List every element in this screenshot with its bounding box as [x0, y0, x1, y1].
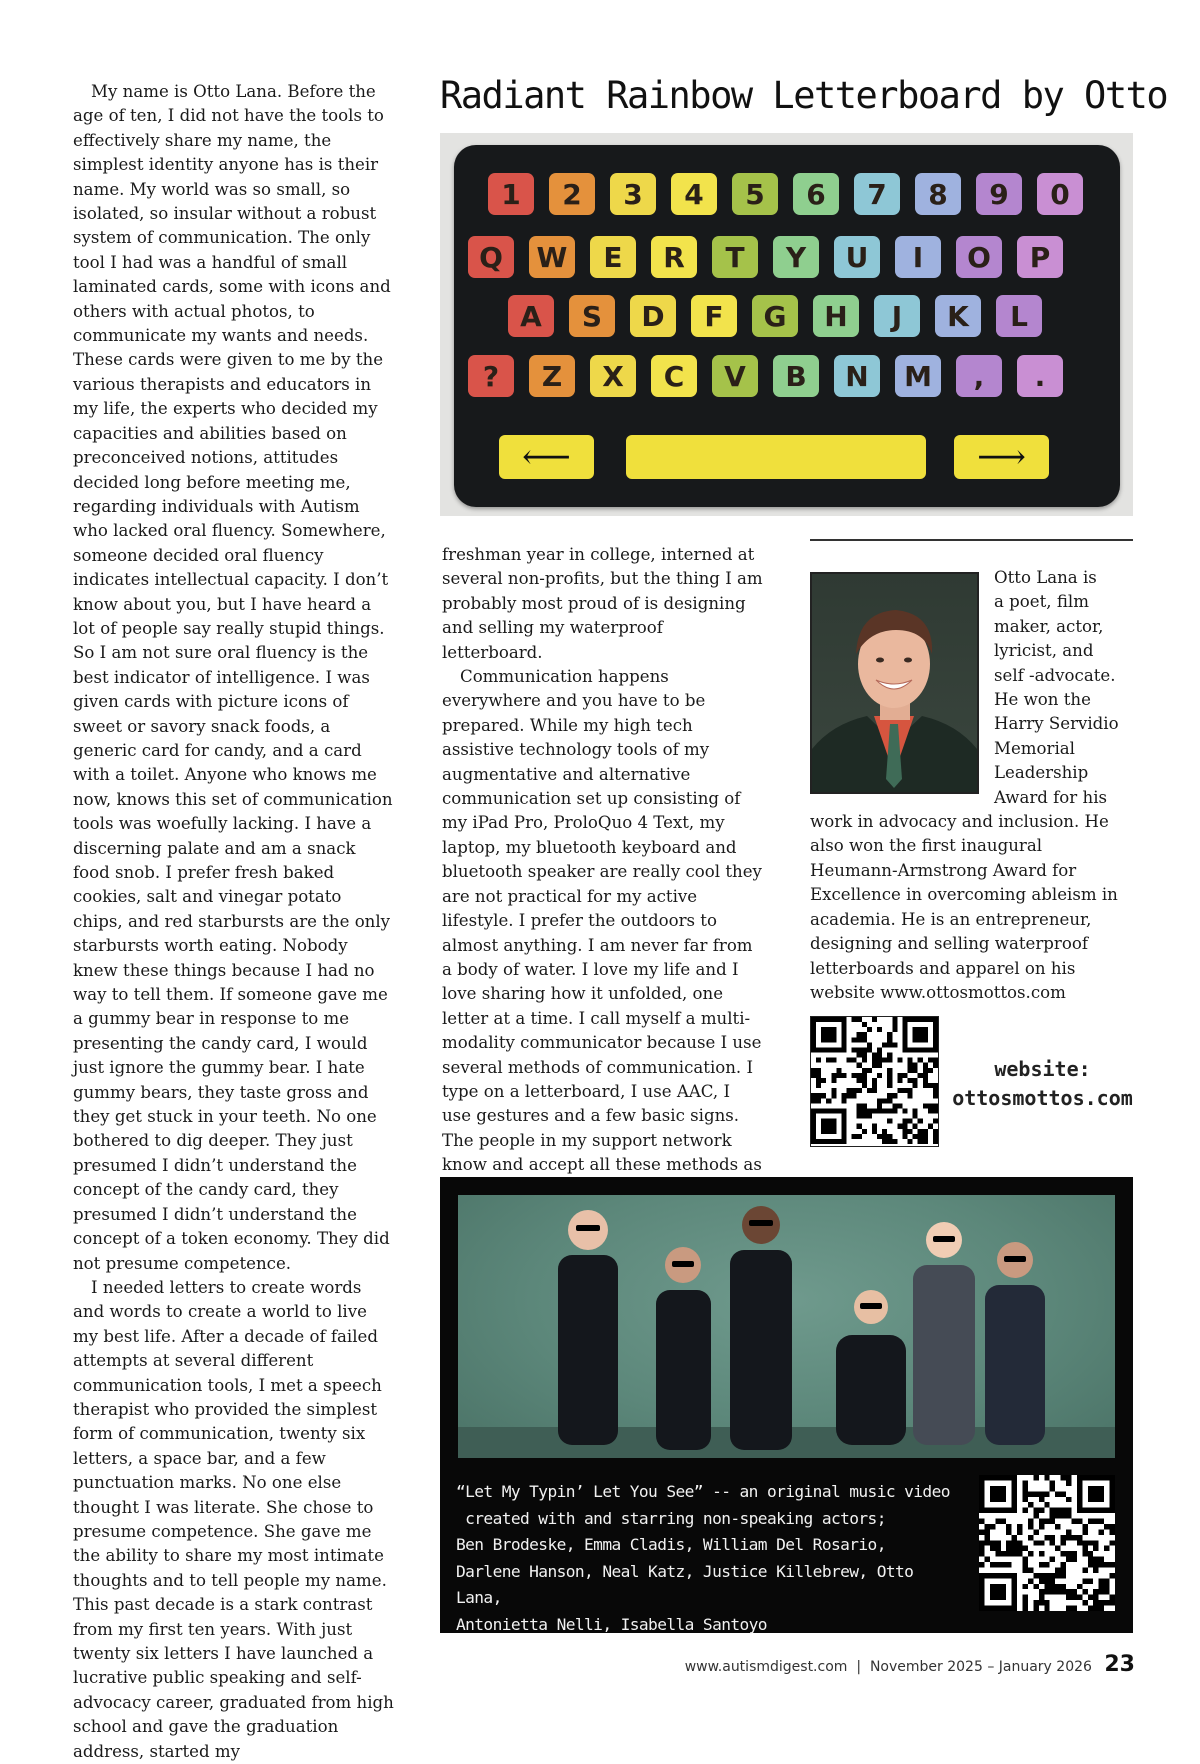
bio-line: Otto Lana is [994, 568, 1097, 587]
right-arrow-icon: ⟶ [954, 435, 1049, 479]
letterboard-key: ? [468, 355, 514, 397]
article-paragraph [442, 665, 764, 1251]
letterboard-key: I [895, 236, 941, 278]
letterboard-key: 8 [915, 173, 961, 215]
left-arrow-icon: ⟵ [499, 435, 594, 479]
bio-divider [810, 539, 1133, 541]
website-label-heading: website: [994, 1057, 1091, 1081]
letterboard-key: E [590, 236, 636, 278]
bio-rest: work in advocacy and inclusion. He also won the first inaugural Heumann-Armstrong Award for Excellence in overcoming ableism in academia. He is an entrepreneur, designing and selling waterproof letterboards and apparel on his website www.ottosmottos.com [810, 812, 1118, 1002]
caption-line: “Let My Typin’ Let You See” -- an original music video [456, 1482, 950, 1501]
letterboard-key: P [1017, 236, 1063, 278]
bio-line: Harry Servidio [994, 714, 1119, 734]
letterboard-key: Q [468, 236, 514, 278]
bio-line: Memorial [994, 738, 1075, 758]
letterboard-key: G [752, 295, 798, 337]
caption-line: created with and starring non-speaking actors; [456, 1508, 886, 1528]
music-video-box [440, 1177, 1133, 1633]
music-video-caption [456, 1479, 956, 1638]
letterboard-key: T [712, 236, 758, 278]
letterboard-key: 7 [854, 173, 900, 215]
letterboard-key: N [834, 355, 880, 397]
bio-text [810, 566, 1133, 1005]
article-paragraph: My name is Otto Lana. Before the age of ten, I did not have the tools to effectively share my name, the simplest identity anyone has is their name. My world was so small, so isolated, so insular without a robust system of communication. The only tool I had was a handful of small laminated cards, some with icons and others with actual photos, to communicate my wants and needs. These cards were given to me by the various therapists and educators in my life, the experts who decided my capacities and abilities based on preconceived notions, attitudes decided long before meeting me, regarding individuals with Autism who lacked oral fluency. Somewhere, someone decided oral fluency indicates intellectual capacity. I don’t know about you, but I have heard a lot of people say really stupid things. So I am not sure oral fluency is the best indicator of intelligence. I was given cards with picture icons of sweet or savory snack foods, a generic card for candy, and a card with a toilet. Anyone who knows me now, knows this set of communication tools was woefully lacking. I have a discerning palate and am a snack food snob. I prefer fresh baked cookies, salt and vinegar potato chips, and red starbursts are the only starbursts worth eating. Nobody knew these things because I had no way to tell them. If someone gave me a gummy bear in response to me presenting the candy card, I would just ignore the gummy bear. I hate gummy bears, they taste gross and they get stuck in your teeth. No one bothered to dig deeper. They just presumed I didn’t understand the concept of the candy card, they presumed I didn’t understand the concept of a token economy. They did not presume competence. [73, 82, 393, 1273]
letterboard-key: C [651, 355, 697, 397]
footer-issue: November 2025 – January 2026 [869, 1659, 1092, 1675]
letterboard-key: L [996, 295, 1042, 337]
letterboard-key: S [569, 295, 615, 337]
letterboard-key: 2 [549, 173, 595, 215]
letterboard-title: Radiant Rainbow Letterboard by Otto [440, 74, 1168, 117]
letterboard-key: Y [773, 236, 819, 278]
page-footer [685, 1652, 1135, 1677]
bio-line: maker, actor, [994, 616, 1104, 636]
letterboard-key: 1 [488, 173, 534, 215]
letterboard-key: R [651, 236, 697, 278]
article-column-2 [442, 543, 764, 1251]
letterboard-key: O [956, 236, 1002, 278]
letterboard-key: U [834, 236, 880, 278]
article-paragraph: I needed letters to create words and words to create a world to live my best life. After a decade of failed attempts at several different communication tools, I met a speech therapist who provided the simplest form of communication, twenty six letters, a space bar, and a few punctuation marks. No one else thought I was literate. She chose to presume competence. She gave me the ability to share my most intimate thoughts and to tell people my name. This past decade is a stark contrast from my first ten years. With just twenty six letters I have launched a lucrative public speaking and self-advocacy career, graduated from high school and gave the graduation address, started my [73, 1277, 394, 1761]
letterboard-key: F [691, 295, 737, 337]
article-paragraph: freshman year in college, interned at several non-profits, but the thing I am probably most proud of is designing and selling my waterproof letterboard. [442, 545, 763, 662]
letterboard-key: 3 [610, 173, 656, 215]
letterboard-key: Z [529, 355, 575, 397]
letterboard-key: . [1017, 355, 1063, 397]
space-bar [626, 435, 926, 479]
bio-line: self -advocate. [994, 665, 1116, 685]
letterboard-key: V [712, 355, 758, 397]
letterboard-key: K [935, 295, 981, 337]
letterboard-key: 0 [1037, 173, 1083, 215]
letterboard [454, 145, 1120, 507]
letterboard-key: B [773, 355, 819, 397]
letterboard-key: H [813, 295, 859, 337]
letterboard-key: M [895, 355, 941, 397]
website-qr-code[interactable] [810, 1016, 939, 1147]
caption-line: Antonietta Nelli, Isabella Santoyo [456, 1614, 767, 1634]
letterboard-key: 5 [732, 173, 778, 215]
caption-line: Darlene Hanson, Neal Katz, Justice Killebrew, Otto Lana, [456, 1561, 914, 1607]
letterboard-key: A [508, 295, 554, 337]
letterboard-key: D [630, 295, 676, 337]
letterboard-key: 6 [793, 173, 839, 215]
footer-site[interactable]: www.autismdigest.com [684, 1659, 848, 1675]
website-label [950, 1055, 1135, 1113]
article-column-1 [73, 80, 395, 1764]
bio-line: Leadership [994, 763, 1089, 783]
footer-separator: | [851, 1659, 866, 1675]
letterboard-photo [440, 133, 1133, 516]
letterboard-key: W [529, 236, 575, 278]
letterboard-key: J [874, 295, 920, 337]
caption-line: Ben Brodeske, Emma Cladis, William Del Rosario, [456, 1535, 886, 1554]
website-label-url[interactable]: ottosmottos.com [952, 1086, 1133, 1110]
letterboard-key: , [956, 355, 1002, 397]
letterboard-key: 4 [671, 173, 717, 215]
letterboard-key: 9 [976, 173, 1022, 215]
music-video-photo [458, 1195, 1115, 1458]
bio-line: lyricist, and [994, 641, 1094, 661]
bio-line: a poet, film [994, 592, 1089, 612]
bio-line: Award for his [994, 787, 1108, 807]
bio-line: He won the [994, 690, 1091, 710]
page-number: 23 [1104, 1652, 1135, 1677]
article-paragraph-text: Communication happens everywhere and you have to be prepared. While my high tech assistive technology tools of my augmentative and alternative communication set up consisting of my iPad Pro, ProloQuo 4 Text, my laptop, my bluetooth keyboard and bluetooth speaker are really cool they are not practical for my active lifestyle. I prefer the outdoors to almost anything. I am never far from a body of water. I love my life and I love sharing how it unfolded, one letter at a time. I call myself a multi-modality communicator because I use several methods of communication. I type on a letterboard, I use AAC, I use gestures and a few basic signs. The people in my support network know and accept all these methods as [442, 667, 762, 1175]
letterboard-key: X [590, 355, 636, 397]
music-video-qr-code[interactable] [979, 1475, 1115, 1611]
